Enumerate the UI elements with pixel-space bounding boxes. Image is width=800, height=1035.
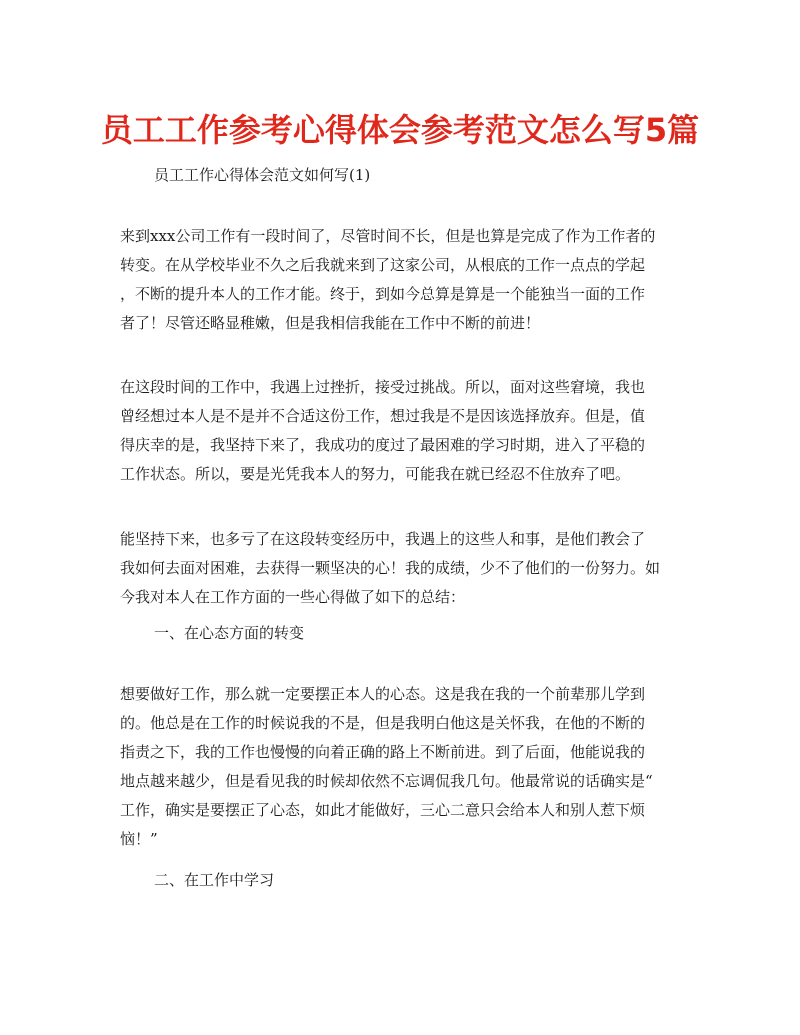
paragraph-3	[120, 525, 685, 612]
section-heading-1: 一、在心态方面的转变	[154, 624, 305, 642]
paragraph-line: 恼！”	[120, 830, 158, 848]
paragraph-line: 来到xxx公司工作有一段时间了，尽管时间不长，但是也算是完成了作为工作者的	[120, 227, 656, 245]
paragraph-line: 工作，确实是要摆正了心态，如此才能做好，三心二意只会给本人和别人惹下烦	[120, 801, 646, 819]
paragraph-line: 我如何去面对困难，去获得一颗坚决的心！我的成绩，少不了他们的一份努力。如	[120, 559, 661, 577]
paragraph-line: 今我对本人在工作方面的一些心得做了如下的总结：	[120, 588, 466, 606]
paragraph-line: 在这段时间的工作中，我遇上过挫折，接受过挑战。所以，面对这些窘境，我也	[120, 378, 646, 396]
paragraph-line: 指责之下，我的工作也慢慢的向着正确的路上不断前进。到了后面，他能说我的	[120, 743, 646, 761]
paragraph-line: 得庆幸的是，我坚持下来了，我成功的度过了最困难的学习时期，进入了平稳的	[120, 436, 646, 454]
paragraph-line: 的。他总是在工作的时候说我的不是，但是我明白他这是关怀我，在他的不断的	[120, 714, 646, 732]
paragraph-2	[120, 373, 685, 489]
paragraph-line: 能坚持下来，也多亏了在这段转变经历中，我遇上的这些人和事，是他们教会了	[120, 530, 646, 548]
paragraph-1	[120, 222, 685, 338]
paragraph-line: 地点越来越少，但是看见我的时候却依然不忘调侃我几句。他最常说的话确实是“	[120, 772, 653, 790]
paragraph-line: ，不断的提升本人的工作才能。终于，到如今总算是算是一个能独当一面的工作	[120, 285, 646, 303]
paragraph-line: 转变。在从学校毕业不久之后我就来到了这家公司，从根底的工作一点点的学起	[120, 256, 646, 274]
document-title: 员工工作参考心得体会参考范文怎么写5篇	[100, 111, 700, 149]
paragraph-line: 想要做好工作，那么就一定要摆正本人的心态。这是我在我的一个前辈那儿学到	[120, 685, 646, 703]
document-subtitle: 员工工作心得体会范文如何写(1)	[154, 166, 371, 184]
paragraph-line: 工作状态。所以，要是光凭我本人的努力，可能我在就已经忍不住放弃了吧。	[120, 465, 631, 483]
paragraph-line: 曾经想过本人是不是并不合适这份工作，想过我是不是因该选择放弃。但是，值	[120, 407, 646, 425]
section-heading-2: 二、在工作中学习	[154, 871, 275, 889]
paragraph-line: 者了！尽管还略显稚嫩，但是我相信我能在工作中不断的前进！	[120, 314, 541, 332]
paragraph-4	[120, 680, 685, 854]
